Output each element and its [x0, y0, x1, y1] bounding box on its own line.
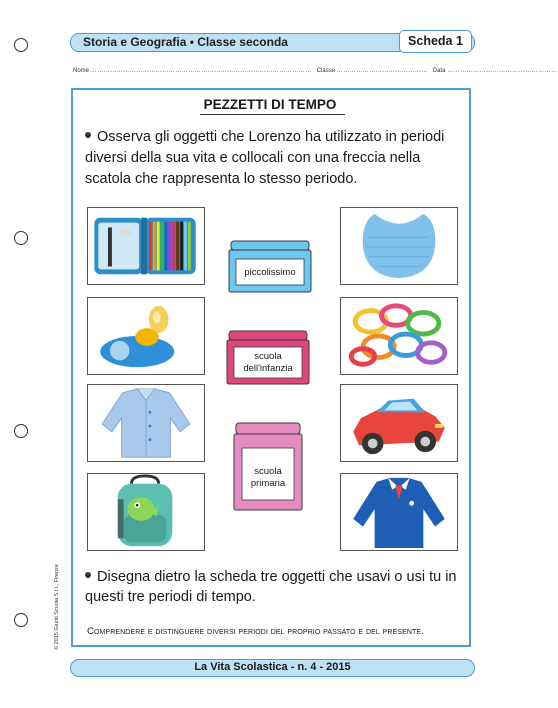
school-smock-icon — [341, 474, 457, 550]
box-2-label-line1: scuola — [254, 351, 282, 362]
photo-bib[interactable] — [340, 207, 458, 285]
student-fields — [73, 68, 558, 74]
box-scuola-primaria[interactable] — [233, 422, 303, 512]
photo-toy-car[interactable] — [340, 384, 458, 462]
photo-smock[interactable] — [87, 384, 205, 462]
bib-icon — [341, 208, 457, 284]
punch-hole-3 — [14, 424, 28, 438]
class-label: Classe — [316, 68, 336, 74]
date-label: Data — [432, 68, 446, 74]
rings-icon — [341, 298, 457, 374]
date-line[interactable]: …………………………………………… — [447, 68, 558, 74]
box-piccolissimo[interactable] — [228, 240, 312, 294]
backpack-icon — [88, 474, 204, 550]
pacifier-icon — [88, 298, 204, 374]
copyright-text: © 2015 Giunti Scuola S.r.l., Firenze — [54, 564, 60, 650]
photo-teething-rings[interactable] — [340, 297, 458, 375]
pencil-case-icon — [88, 208, 204, 284]
bullet-icon — [85, 572, 91, 578]
class-line[interactable]: …………………………………… — [336, 68, 428, 74]
footer-bar: La Vita Scolastica - n. 4 - 2015 — [70, 659, 475, 677]
photo-school-smock[interactable] — [340, 473, 458, 551]
punch-hole-2 — [14, 231, 28, 245]
title-underline — [200, 114, 345, 115]
name-line[interactable]: ………………………………………………………………………………………… — [90, 68, 312, 74]
sheet-number-tab: Scheda 1 — [399, 30, 472, 53]
box-2-label — [226, 351, 310, 375]
box-scuola-infanzia[interactable] — [226, 330, 310, 386]
box-3-label-line1: scuola — [254, 466, 282, 477]
instruction-2-text: Disegna dietro la scheda tre oggetti che usavi o usi tu in questi tre periodi di tempo. — [85, 569, 457, 605]
name-label: Nome — [73, 68, 90, 74]
instruction-1-text: Osserva gli oggetti che Lorenzo ha utilizzato in periodi diversi della sua vita e collocali con una freccia nella scatola che rappresenta lo stesso periodo. — [85, 129, 445, 187]
header-title: Storia e Geografia • Classe seconda — [83, 35, 288, 49]
punch-hole-4 — [14, 613, 28, 627]
box-1-label: piccolissimo — [244, 267, 296, 278]
photo-pencil-case[interactable] — [87, 207, 205, 285]
instruction-1 — [85, 127, 455, 190]
smock-icon — [88, 385, 204, 461]
photo-backpack[interactable] — [87, 473, 205, 551]
bullet-icon — [85, 132, 91, 138]
learning-objective: Comprendere e distinguere diversi periodi del proprio passato e del presente. — [87, 626, 424, 637]
instruction-2 — [85, 567, 460, 607]
photo-pacifier[interactable] — [87, 297, 205, 375]
box-3-label — [233, 466, 303, 490]
worksheet-title: PEZZETTI DI TEMPO — [203, 97, 337, 112]
punch-hole-1 — [14, 38, 28, 52]
box-3-label-line2: primaria — [250, 478, 286, 489]
box-2-label-line2: dell'infanzia — [243, 363, 293, 374]
toy-car-icon — [341, 385, 457, 461]
